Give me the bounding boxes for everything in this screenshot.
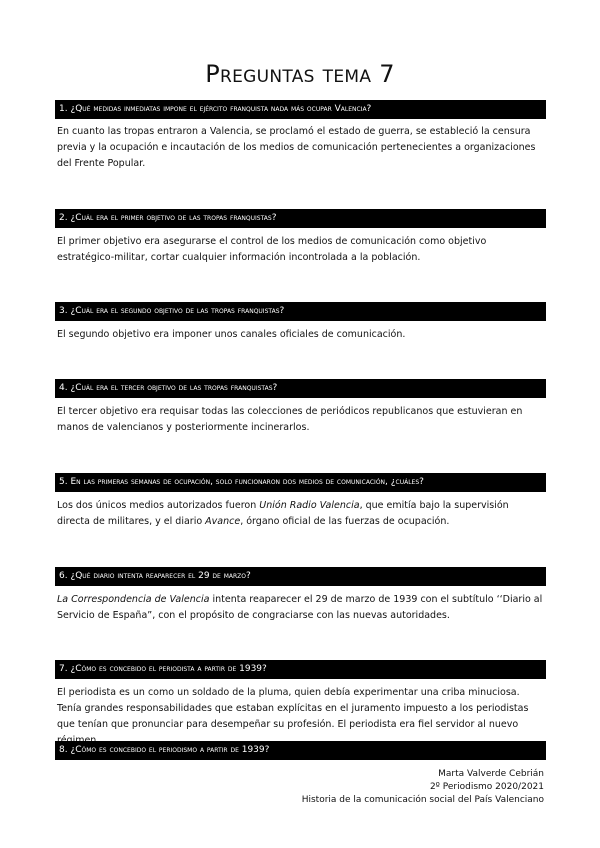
question-3-bar: 3. ¿Cuál era el segundo objetivo de las tropas franquistas? (55, 302, 546, 321)
answer-6 (57, 592, 543, 624)
answer-5-text: , que emitía bajo la supervisión directa de militares, y el diario (57, 500, 509, 527)
question-7-bar: 7. ¿Cómo es concebido el periodista a partir de 1939? (55, 660, 546, 679)
footer-subject: Historia de la comunicación social del País Valenciano (301, 795, 544, 805)
answer-5-medium-1: Unión Radio Valencia (259, 500, 360, 511)
answer-5 (57, 498, 543, 530)
answer-1: En cuanto las tropas entraron a Valencia, se proclamó el estado de guerra, se estableció la censura previa y la ocupación e incautación de los medios de comunicación pertenecientes a organizaciones del Frente Popular. (57, 126, 536, 169)
answer-5-text: Los dos únicos medios autorizados fueron (57, 500, 260, 511)
answer-2: El primer objetivo era asegurarse el control de los medios de comunicación como objetivo estratégico-militar, cortar cualquier información incontrolada a la población. (57, 236, 487, 263)
footer-author: Marta Valverde Cebrián (438, 769, 544, 779)
answer-5-medium-2: Avance (205, 516, 241, 527)
answer-7: El periodista es un como un soldado de la pluma, quien debía experimentar una criba minuciosa. Tenía grandes responsabilidades que estaban explícitas en el juramento impuesto a los periodistas que tenían que pronunciar para desempeñar su profesión. El periodista era fiel servidor al nuevo (57, 687, 529, 730)
footer (302, 768, 544, 807)
page-title: Preguntas tema 7 (205, 60, 395, 88)
answer-4: El tercer objetivo era requisar todas las colecciones de periódicos republicanos que estuvieran en manos de valencianos y posteriormente incinerarlos. (57, 406, 523, 433)
answer-5-text: , órgano oficial de las fuerzas de ocupación. (240, 516, 450, 527)
question-4-bar: 4. ¿Cuál era el tercer objetivo de las tropas franquistas? (55, 379, 546, 398)
question-5-bar: 5. En las primeras semanas de ocupación, solo funcionaron dos medios de comunicación, ¿cuáles? (55, 473, 546, 492)
question-8-bar: 8. ¿Cómo es concebido el periodismo a partir de 1939? (55, 741, 546, 760)
answer-3: El segundo objetivo era imponer unos canales oficiales de comunicación. (57, 329, 406, 340)
question-6-bar: 6. ¿Qué diario intenta reaparecer el 29 de marzo? (55, 567, 546, 586)
footer-course: 2º Periodismo 2020/2021 (429, 782, 544, 792)
answer-6-text: intenta reaparecer el 29 de marzo de 1939 con el subtítulo ‘‘Diario al Servicio de España”, con el propósito de congraciarse con las nuevas autoridades. (57, 594, 543, 621)
question-1-bar: 1. ¿Qué medidas inmediatas impone el ejército franquista nada más ocupar Valencia? (55, 100, 546, 119)
answer-6-newspaper: La Correspondencia de Valencia (57, 594, 210, 605)
question-2-bar: 2. ¿Cuál era el primer objetivo de las tropas franquistas? (55, 209, 546, 228)
